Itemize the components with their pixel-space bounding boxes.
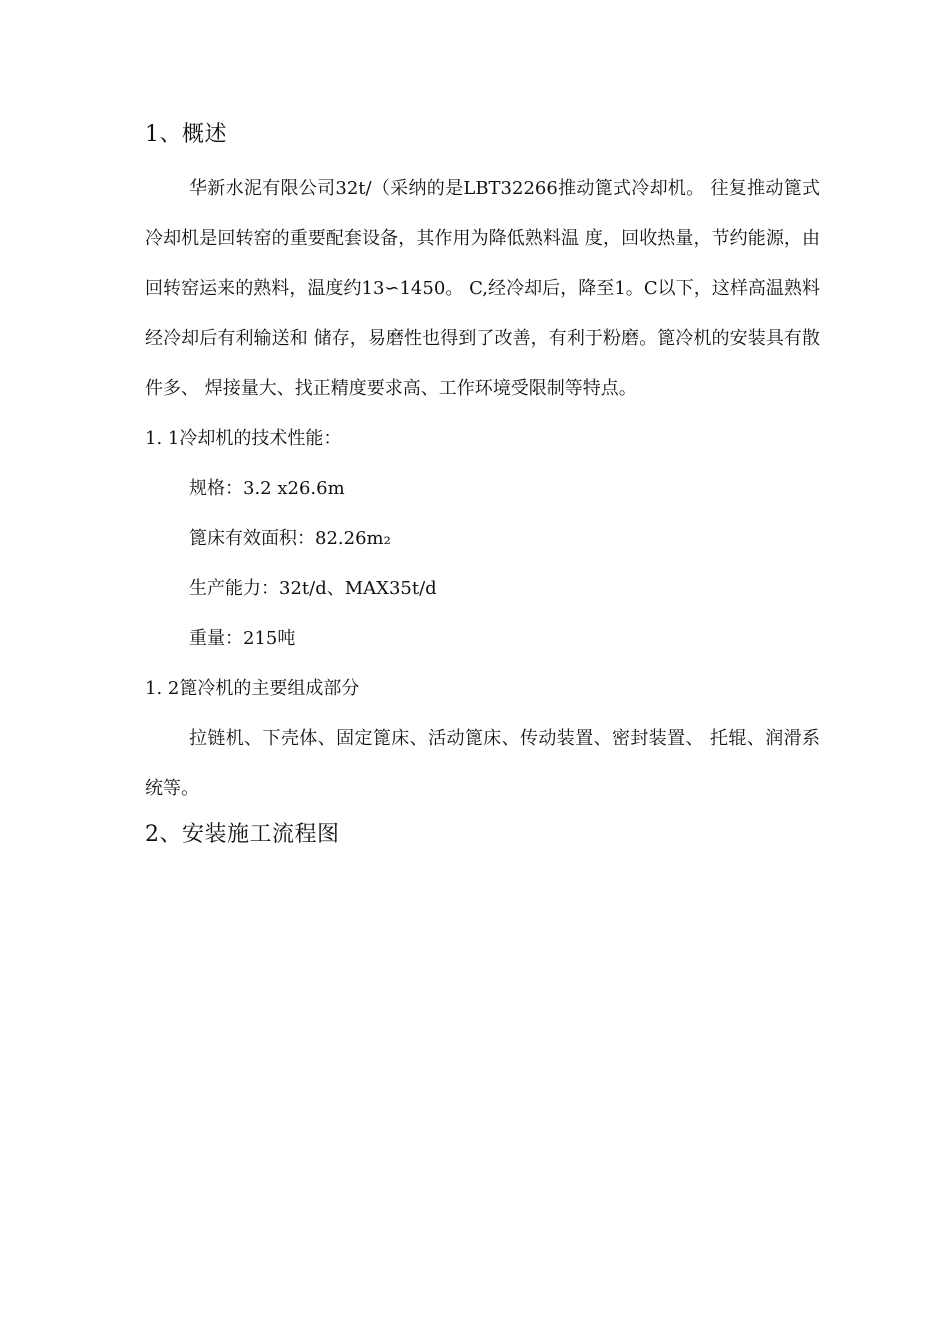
section-2-heading: 2、安装施工流程图 [145,822,340,847]
subsection-1-2-heading: 1. 2篦冷机的主要组成部分 [145,678,360,699]
spec-capacity: 生产能力：32t/d、MAX35t/d [189,578,437,599]
section-1-heading: 1、概述 [145,122,227,147]
spec-weight: 重量：215吨 [189,628,296,649]
section-1-intro-paragraph: 华新水泥有限公司32t/（采纳的是LBT32266推动篦式冷却机。 往复推动篦式冷却机是回转窑的重要配套设备，其作用为降低熟料温 度，回收热量，节约能源，由回转窑运来的熟料，温度约13∽1450。 C,经冷却后，降至1。C以下，这样高温熟料经冷却后有利输送和 储存，易磨性也得到了改善，有利于粉磨。篦冷机的安装具有散件多、 焊接量大、找正精度要求高、工作环境受限制等特点。 [145,178,820,399]
spec-grate-area: 篦床有效面积：82.26m₂ [189,528,391,549]
document-content [145,118,820,864]
spec-size: 规格：3.2 x26.6m [189,478,345,499]
subsection-1-2-paragraph: 拉链机、下壳体、固定篦床、活动篦床、传动装置、密封装置、 托辊、润滑系统等。 [145,728,820,799]
subsection-1-1-heading: 1. 1冷却机的技术性能： [145,428,342,449]
